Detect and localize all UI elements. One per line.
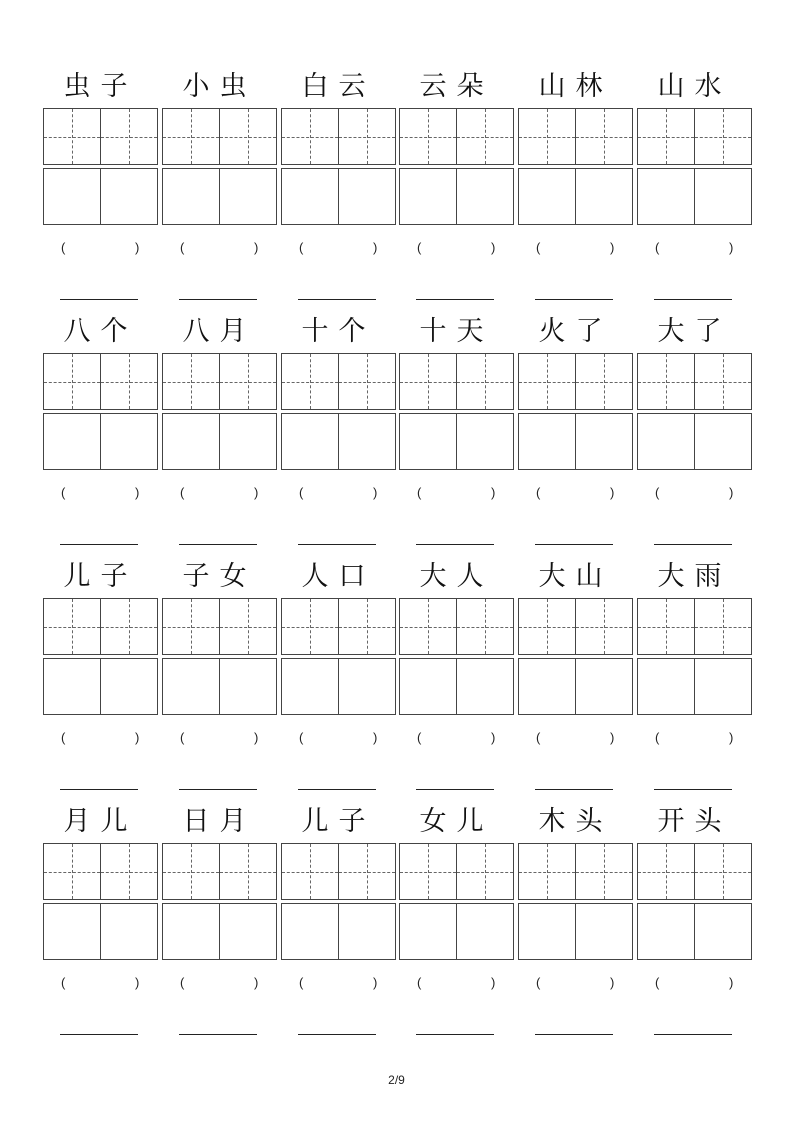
- paren-close: ): [254, 730, 259, 745]
- answer-underline[interactable]: [179, 544, 257, 545]
- box-cell[interactable]: [575, 169, 632, 224]
- word-title: 白云: [301, 71, 376, 102]
- paren-open: (: [655, 485, 660, 500]
- plain-writing-box[interactable]: [399, 413, 514, 470]
- tian-grid-writing-box[interactable]: [43, 108, 158, 165]
- word-block: [281, 315, 396, 555]
- box-cell[interactable]: [100, 904, 157, 959]
- grid-cell[interactable]: [163, 844, 219, 899]
- tian-grid-writing-box[interactable]: [162, 598, 277, 655]
- grid-cell[interactable]: [100, 599, 157, 654]
- answer-underline[interactable]: [654, 299, 732, 300]
- word-block: [399, 805, 514, 1045]
- word-title: 山水: [657, 71, 732, 102]
- grid-cell[interactable]: [456, 599, 513, 654]
- plain-writing-box[interactable]: [162, 658, 277, 715]
- word-title: 大雨: [657, 561, 732, 592]
- box-cell[interactable]: [456, 659, 513, 714]
- answer-underline[interactable]: [60, 544, 138, 545]
- grid-cell[interactable]: [338, 109, 395, 164]
- tian-grid-writing-box[interactable]: [43, 353, 158, 410]
- word-block: [637, 70, 752, 310]
- grid-cell[interactable]: [519, 109, 575, 164]
- paren-close: ): [729, 485, 734, 500]
- box-cell[interactable]: [694, 659, 751, 714]
- paren-close: ): [373, 975, 378, 990]
- word-block: [43, 315, 158, 555]
- word-block: [518, 805, 633, 1045]
- plain-writing-box[interactable]: [281, 168, 396, 225]
- answer-underline[interactable]: [298, 1034, 376, 1035]
- plain-writing-box[interactable]: [637, 413, 752, 470]
- box-cell[interactable]: [456, 904, 513, 959]
- answer-underline[interactable]: [60, 299, 138, 300]
- box-cell[interactable]: [638, 659, 694, 714]
- tian-grid-writing-box[interactable]: [518, 108, 633, 165]
- answer-underline[interactable]: [654, 789, 732, 790]
- tian-grid-writing-box[interactable]: [281, 843, 396, 900]
- tian-grid-writing-box[interactable]: [637, 843, 752, 900]
- grid-cell[interactable]: [400, 599, 456, 654]
- tian-grid-writing-box[interactable]: [399, 843, 514, 900]
- grid-cell[interactable]: [282, 844, 338, 899]
- tian-grid-writing-box[interactable]: [637, 353, 752, 410]
- paren-open: (: [180, 485, 185, 500]
- word-block: [281, 805, 396, 1045]
- grid-cell[interactable]: [694, 844, 751, 899]
- box-cell[interactable]: [519, 169, 575, 224]
- box-cell[interactable]: [638, 904, 694, 959]
- word-title: 开头: [657, 806, 732, 837]
- box-cell[interactable]: [282, 904, 338, 959]
- grid-cell[interactable]: [694, 354, 751, 409]
- box-cell[interactable]: [456, 414, 513, 469]
- word-block: [162, 560, 277, 800]
- paren-open: (: [417, 975, 422, 990]
- grid-cell[interactable]: [219, 354, 276, 409]
- paren-close: ): [610, 485, 615, 500]
- paren-open: (: [536, 730, 541, 745]
- plain-writing-box[interactable]: [637, 658, 752, 715]
- word-block: [518, 560, 633, 800]
- grid-cell[interactable]: [100, 844, 157, 899]
- paren-open: (: [61, 485, 66, 500]
- box-cell[interactable]: [694, 169, 751, 224]
- plain-writing-box[interactable]: [162, 413, 277, 470]
- plain-writing-box[interactable]: [637, 168, 752, 225]
- word-block: [162, 315, 277, 555]
- paren-open: (: [655, 730, 660, 745]
- box-cell[interactable]: [44, 904, 100, 959]
- paren-open: (: [61, 975, 66, 990]
- box-cell[interactable]: [575, 414, 632, 469]
- word-block: [637, 805, 752, 1045]
- plain-writing-box[interactable]: [43, 413, 158, 470]
- box-cell[interactable]: [400, 169, 456, 224]
- grid-cell[interactable]: [163, 354, 219, 409]
- paren-open: (: [299, 240, 304, 255]
- grid-cell[interactable]: [575, 844, 632, 899]
- tian-grid-writing-box[interactable]: [399, 353, 514, 410]
- box-cell[interactable]: [694, 904, 751, 959]
- grid-cell[interactable]: [400, 844, 456, 899]
- box-cell[interactable]: [694, 414, 751, 469]
- grid-cell[interactable]: [282, 109, 338, 164]
- paren-open: (: [536, 240, 541, 255]
- box-cell[interactable]: [519, 659, 575, 714]
- word-block: [43, 805, 158, 1045]
- word-title: 儿子: [63, 561, 138, 592]
- word-title: 大了: [657, 316, 732, 347]
- answer-underline[interactable]: [298, 544, 376, 545]
- word-title: 八月: [182, 316, 257, 347]
- page-number: 2/9: [388, 1073, 405, 1087]
- box-cell[interactable]: [400, 659, 456, 714]
- word-title: 虫子: [63, 71, 138, 102]
- word-title: 大山: [538, 561, 613, 592]
- grid-cell[interactable]: [338, 599, 395, 654]
- word-title: 日月: [182, 806, 257, 837]
- box-cell[interactable]: [338, 904, 395, 959]
- grid-cell[interactable]: [400, 354, 456, 409]
- paren-close: ): [729, 975, 734, 990]
- box-cell[interactable]: [219, 659, 276, 714]
- paren-close: ): [610, 240, 615, 255]
- grid-cell[interactable]: [219, 599, 276, 654]
- paren-open: (: [299, 975, 304, 990]
- box-cell[interactable]: [338, 169, 395, 224]
- grid-cell[interactable]: [456, 844, 513, 899]
- word-block: [43, 70, 158, 310]
- paren-close: ): [610, 730, 615, 745]
- paren-close: ): [135, 485, 140, 500]
- box-cell[interactable]: [100, 659, 157, 714]
- word-block: [637, 560, 752, 800]
- tian-grid-writing-box[interactable]: [281, 353, 396, 410]
- box-cell[interactable]: [219, 169, 276, 224]
- answer-underline[interactable]: [654, 1034, 732, 1035]
- word-title: 儿子: [301, 806, 376, 837]
- grid-cell[interactable]: [400, 109, 456, 164]
- grid-cell[interactable]: [100, 109, 157, 164]
- box-cell[interactable]: [44, 659, 100, 714]
- tian-grid-writing-box[interactable]: [518, 843, 633, 900]
- grid-cell[interactable]: [338, 844, 395, 899]
- paren-close: ): [135, 975, 140, 990]
- grid-cell[interactable]: [638, 354, 694, 409]
- grid-cell[interactable]: [694, 599, 751, 654]
- word-title: 大人: [419, 561, 494, 592]
- box-cell[interactable]: [163, 659, 219, 714]
- paren-open: (: [61, 240, 66, 255]
- plain-writing-box[interactable]: [637, 903, 752, 960]
- paren-close: ): [373, 485, 378, 500]
- word-title: 八个: [63, 316, 138, 347]
- box-cell[interactable]: [163, 904, 219, 959]
- answer-underline[interactable]: [179, 789, 257, 790]
- box-cell[interactable]: [163, 414, 219, 469]
- grid-cell[interactable]: [694, 109, 751, 164]
- plain-writing-box[interactable]: [399, 168, 514, 225]
- box-cell[interactable]: [575, 659, 632, 714]
- answer-underline[interactable]: [416, 1034, 494, 1035]
- grid-cell[interactable]: [575, 599, 632, 654]
- answer-underline[interactable]: [535, 789, 613, 790]
- box-cell[interactable]: [575, 904, 632, 959]
- box-cell[interactable]: [519, 904, 575, 959]
- word-title: 女儿: [419, 806, 494, 837]
- answer-underline[interactable]: [535, 1034, 613, 1035]
- grid-cell[interactable]: [163, 599, 219, 654]
- word-block: [518, 70, 633, 310]
- box-cell[interactable]: [519, 414, 575, 469]
- box-cell[interactable]: [456, 169, 513, 224]
- answer-underline[interactable]: [179, 1034, 257, 1035]
- paren-open: (: [417, 485, 422, 500]
- word-title: 十个: [301, 316, 376, 347]
- word-title: 人口: [301, 561, 376, 592]
- word-title: 子女: [182, 561, 257, 592]
- answer-underline[interactable]: [654, 544, 732, 545]
- tian-grid-writing-box[interactable]: [281, 108, 396, 165]
- plain-writing-box[interactable]: [281, 903, 396, 960]
- box-cell[interactable]: [638, 169, 694, 224]
- paren-open: (: [61, 730, 66, 745]
- tian-grid-writing-box[interactable]: [518, 598, 633, 655]
- plain-writing-box[interactable]: [518, 413, 633, 470]
- word-block: [281, 70, 396, 310]
- box-cell[interactable]: [100, 169, 157, 224]
- word-title: 云朵: [419, 71, 494, 102]
- word-title: 火了: [538, 316, 613, 347]
- grid-cell[interactable]: [44, 599, 100, 654]
- grid-cell[interactable]: [163, 109, 219, 164]
- word-block: [399, 560, 514, 800]
- tian-grid-writing-box[interactable]: [43, 843, 158, 900]
- grid-cell[interactable]: [638, 109, 694, 164]
- word-block: [637, 315, 752, 555]
- paren-close: ): [254, 485, 259, 500]
- grid-cell[interactable]: [282, 354, 338, 409]
- grid-cell[interactable]: [638, 599, 694, 654]
- paren-close: ): [491, 975, 496, 990]
- grid-cell[interactable]: [100, 354, 157, 409]
- paren-open: (: [180, 975, 185, 990]
- plain-writing-box[interactable]: [281, 413, 396, 470]
- tian-grid-writing-box[interactable]: [518, 353, 633, 410]
- box-cell[interactable]: [338, 659, 395, 714]
- word-title: 小虫: [182, 71, 257, 102]
- grid-cell[interactable]: [575, 109, 632, 164]
- grid-cell[interactable]: [519, 354, 575, 409]
- paren-close: ): [135, 240, 140, 255]
- plain-writing-box[interactable]: [43, 903, 158, 960]
- grid-cell[interactable]: [44, 109, 100, 164]
- grid-cell[interactable]: [219, 844, 276, 899]
- box-cell[interactable]: [282, 414, 338, 469]
- box-cell[interactable]: [219, 414, 276, 469]
- word-block: [162, 70, 277, 310]
- grid-cell[interactable]: [519, 844, 575, 899]
- box-cell[interactable]: [338, 414, 395, 469]
- plain-writing-box[interactable]: [162, 168, 277, 225]
- paren-open: (: [180, 240, 185, 255]
- answer-underline[interactable]: [535, 299, 613, 300]
- answer-underline[interactable]: [416, 789, 494, 790]
- paren-open: (: [655, 975, 660, 990]
- box-cell[interactable]: [282, 659, 338, 714]
- box-cell[interactable]: [400, 414, 456, 469]
- paren-close: ): [135, 730, 140, 745]
- paren-close: ): [373, 240, 378, 255]
- word-title: 月儿: [63, 806, 138, 837]
- paren-close: ): [491, 730, 496, 745]
- plain-writing-box[interactable]: [518, 658, 633, 715]
- word-title: 木头: [538, 806, 613, 837]
- paren-close: ): [729, 730, 734, 745]
- box-cell[interactable]: [44, 414, 100, 469]
- word-block: [43, 560, 158, 800]
- box-cell[interactable]: [638, 414, 694, 469]
- plain-writing-box[interactable]: [399, 658, 514, 715]
- grid-cell[interactable]: [575, 354, 632, 409]
- grid-cell[interactable]: [456, 109, 513, 164]
- box-cell[interactable]: [100, 414, 157, 469]
- tian-grid-writing-box[interactable]: [162, 843, 277, 900]
- paren-close: ): [491, 240, 496, 255]
- box-cell[interactable]: [282, 169, 338, 224]
- grid-cell[interactable]: [282, 599, 338, 654]
- tian-grid-writing-box[interactable]: [162, 108, 277, 165]
- answer-underline[interactable]: [179, 299, 257, 300]
- box-cell[interactable]: [163, 169, 219, 224]
- plain-writing-box[interactable]: [281, 658, 396, 715]
- answer-underline[interactable]: [60, 1034, 138, 1035]
- paren-open: (: [536, 975, 541, 990]
- paren-close: ): [729, 240, 734, 255]
- grid-cell[interactable]: [219, 109, 276, 164]
- answer-underline[interactable]: [298, 299, 376, 300]
- paren-open: (: [299, 485, 304, 500]
- box-cell[interactable]: [219, 904, 276, 959]
- word-block: [399, 315, 514, 555]
- tian-grid-writing-box[interactable]: [281, 598, 396, 655]
- paren-open: (: [417, 240, 422, 255]
- plain-writing-box[interactable]: [43, 168, 158, 225]
- paren-open: (: [417, 730, 422, 745]
- word-title: 十天: [419, 316, 494, 347]
- paren-close: ): [254, 975, 259, 990]
- paren-close: ): [373, 730, 378, 745]
- grid-cell[interactable]: [638, 844, 694, 899]
- tian-grid-writing-box[interactable]: [162, 353, 277, 410]
- plain-writing-box[interactable]: [518, 903, 633, 960]
- word-block: [518, 315, 633, 555]
- answer-underline[interactable]: [416, 544, 494, 545]
- plain-writing-box[interactable]: [43, 658, 158, 715]
- answer-underline[interactable]: [535, 544, 613, 545]
- paren-open: (: [299, 730, 304, 745]
- tian-grid-writing-box[interactable]: [399, 598, 514, 655]
- box-cell[interactable]: [44, 169, 100, 224]
- word-block: [162, 805, 277, 1045]
- plain-writing-box[interactable]: [162, 903, 277, 960]
- answer-underline[interactable]: [416, 299, 494, 300]
- grid-cell[interactable]: [519, 599, 575, 654]
- answer-underline[interactable]: [60, 789, 138, 790]
- tian-grid-writing-box[interactable]: [43, 598, 158, 655]
- paren-close: ): [610, 975, 615, 990]
- word-title: 山林: [538, 71, 613, 102]
- answer-underline[interactable]: [298, 789, 376, 790]
- box-cell[interactable]: [400, 904, 456, 959]
- paren-close: ): [254, 240, 259, 255]
- paren-open: (: [180, 730, 185, 745]
- word-block: [399, 70, 514, 310]
- grid-cell[interactable]: [338, 354, 395, 409]
- paren-close: ): [491, 485, 496, 500]
- tian-grid-writing-box[interactable]: [637, 108, 752, 165]
- paren-open: (: [655, 240, 660, 255]
- grid-cell[interactable]: [44, 844, 100, 899]
- grid-cell[interactable]: [456, 354, 513, 409]
- tian-grid-writing-box[interactable]: [637, 598, 752, 655]
- plain-writing-box[interactable]: [518, 168, 633, 225]
- paren-open: (: [536, 485, 541, 500]
- word-block: [281, 560, 396, 800]
- grid-cell[interactable]: [44, 354, 100, 409]
- plain-writing-box[interactable]: [399, 903, 514, 960]
- tian-grid-writing-box[interactable]: [399, 108, 514, 165]
